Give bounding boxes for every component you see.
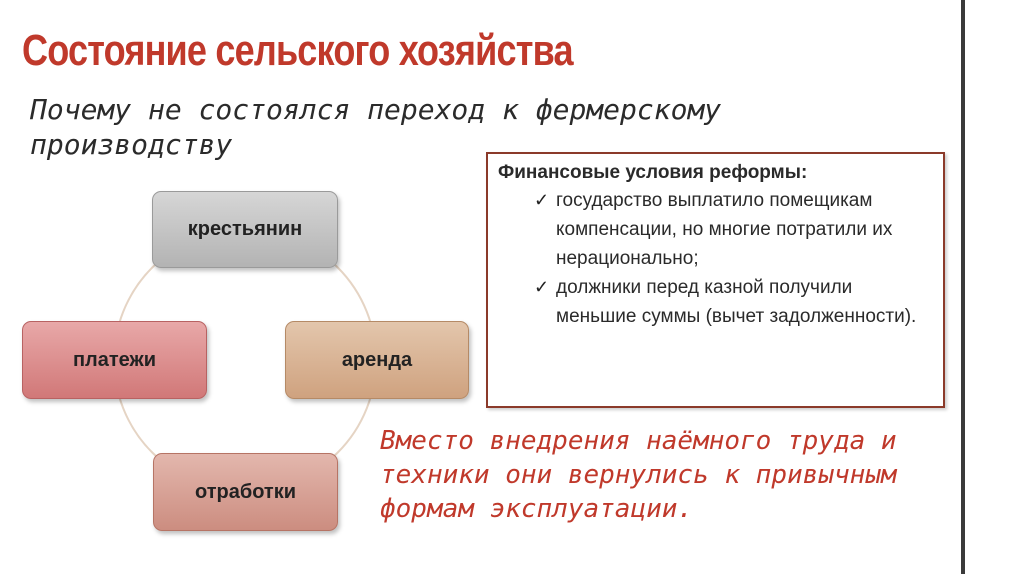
checkmark-icon: ✓ (534, 277, 550, 297)
slide-title: Состояние сельского хозяйства (22, 26, 573, 75)
right-edge-rule (961, 0, 965, 574)
cycle-node-labor-service (153, 453, 338, 531)
cycle-node-label: аренда (341, 348, 413, 371)
finance-box-title: Финансовые условия реформы: (498, 162, 808, 183)
checkmark-icon: ✓ (534, 190, 550, 210)
finance-conditions-box (486, 152, 945, 408)
finance-list (498, 186, 933, 331)
cycle-node-rent (285, 321, 469, 399)
list-item (532, 273, 933, 331)
cycle-node-label: крестьянин (187, 218, 303, 240)
conclusion-text: Вместо внедрения наёмного труда и техники они вернулись к привычным формам эксплуатации. (380, 426, 897, 524)
list-item-text: государство выплатило помещикам компенсации, но многие потратили их нерационально; (556, 190, 893, 269)
cycle-node-label: отработки (194, 480, 297, 503)
list-item-text: должники перед казной получили меньшие суммы (вычет задолженности). (556, 277, 917, 327)
cycle-node-peasant (152, 191, 338, 268)
slide-subtitle: Почему не состоялся переход к фермерскому производству (30, 93, 722, 161)
list-item (532, 186, 933, 273)
cycle-node-label: платежи (72, 348, 157, 371)
cycle-node-payments (22, 321, 207, 399)
